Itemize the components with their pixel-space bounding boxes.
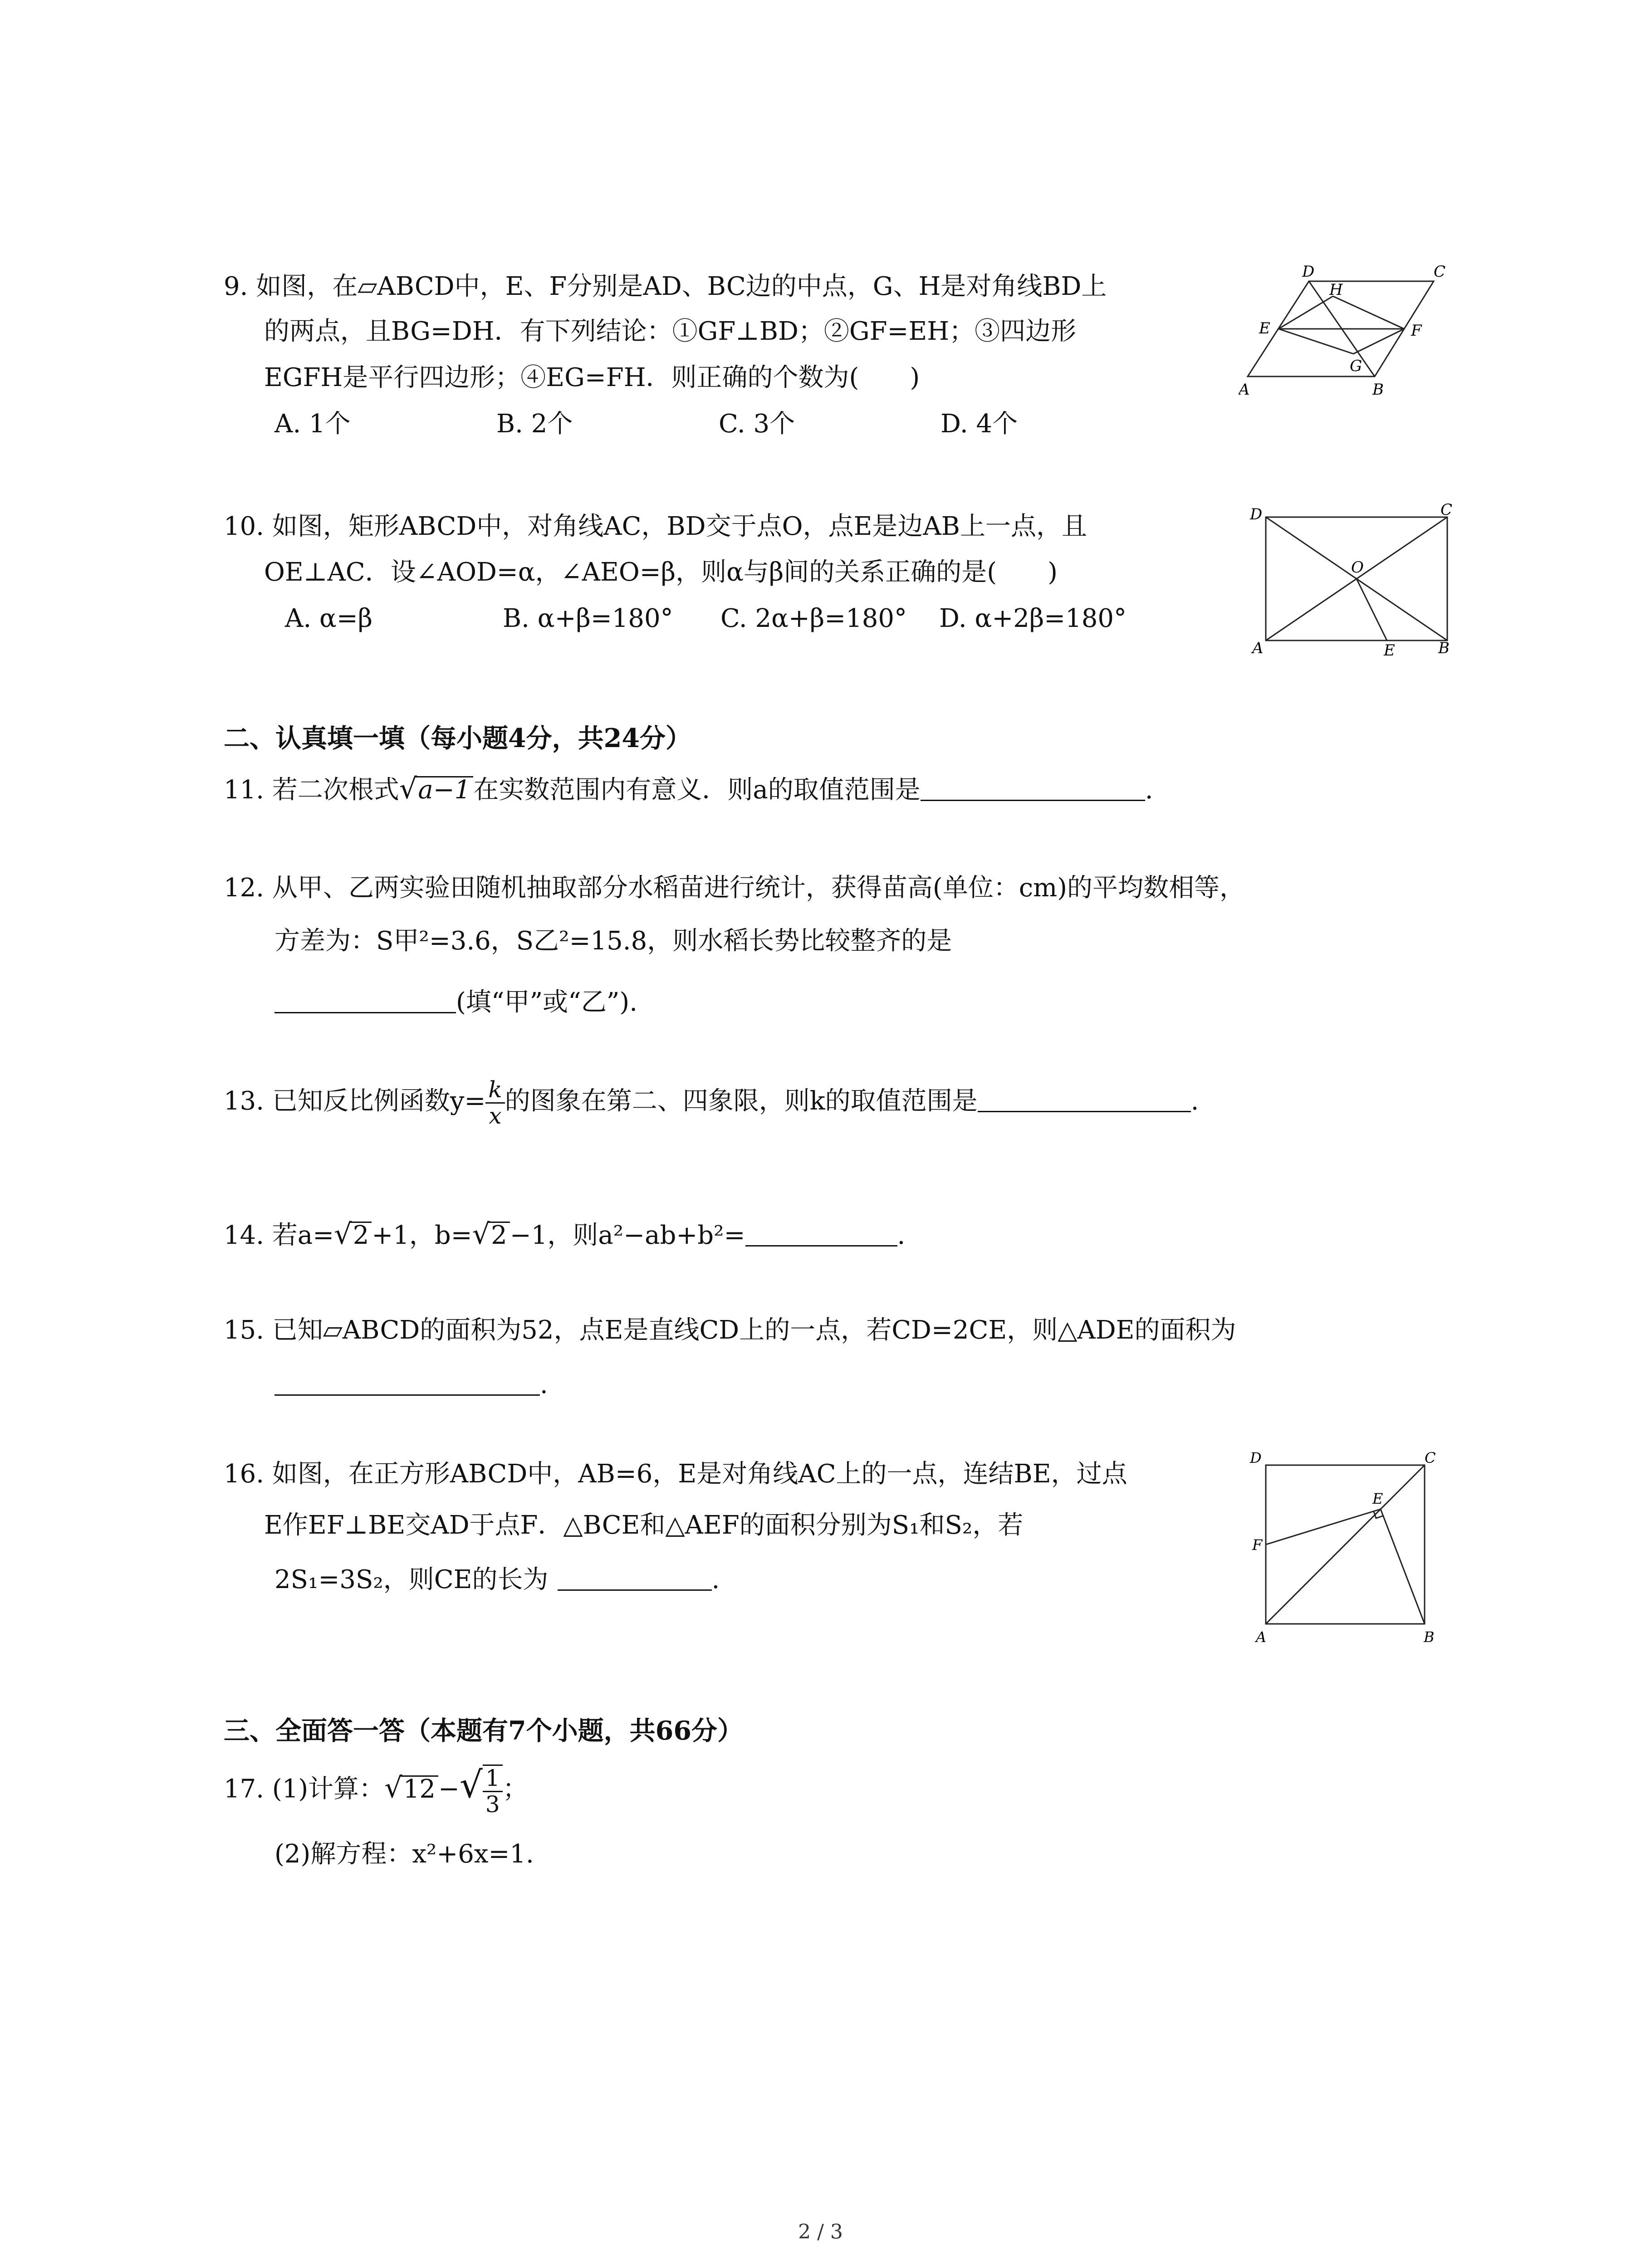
page-number: 2 / 3 xyxy=(798,2220,843,2244)
q13-denominator: x xyxy=(489,1103,502,1129)
q14: 14. 若a=√2 +1，b=√2 −1，则a²−ab+b²= . xyxy=(224,1217,906,1251)
q11-end: . xyxy=(1145,775,1153,805)
section-3-heading: 三、全面答一答（本题有7个小题，共66分） xyxy=(224,1716,743,1746)
q9-option-c: C. 3个 xyxy=(719,409,795,439)
q11-radicand: a−1 xyxy=(415,776,473,803)
q16-square-figure xyxy=(1243,1449,1443,1649)
q9-label-a: A xyxy=(1239,381,1250,399)
q17-minus: − xyxy=(438,1774,460,1804)
q16-label-e: E xyxy=(1372,1490,1383,1507)
q9-line1: 9. 如图，在▱ABCD中，E、F分别是AD、BC边的中点，G、H是对角线BD上 xyxy=(224,272,1107,301)
q14-end: . xyxy=(897,1221,906,1250)
q13-numerator: k xyxy=(485,1077,505,1104)
q14-mid-1: +1，b= xyxy=(372,1221,472,1250)
q13-fraction xyxy=(485,1077,505,1129)
q17-prefix: 17. (1)计算： xyxy=(224,1774,385,1804)
q12-suffix: (填“甲”或“乙”). xyxy=(456,987,638,1017)
q10-option-c: C. 2α+β=180° xyxy=(720,604,907,633)
section-2-heading: 二、认真填一填（每小题4分，共24分） xyxy=(224,723,691,753)
q12-line1: 12. 从甲、乙两实验田随机抽取部分水稻苗进行统计，获得苗高(单位：cm)的平均数相等， xyxy=(224,873,1245,903)
q10-line2: OE⊥AC．设∠AOD=α，∠AEO=β，则α与β间的关系正确的是( ) xyxy=(264,557,1058,587)
q9-label-f: F xyxy=(1411,322,1422,340)
q13-end: . xyxy=(1190,1086,1199,1116)
q10-label-b: B xyxy=(1438,639,1450,657)
q12-line2: 方差为：S甲²=3.6，S乙²=15.8，则水稻长势比较整齐的是 xyxy=(274,926,952,956)
q14-answer-blank[interactable] xyxy=(745,1245,897,1246)
q14-prefix: 14. 若a= xyxy=(224,1221,334,1250)
q16-answer-blank[interactable] xyxy=(558,1589,712,1591)
q17-fraction xyxy=(483,1765,503,1817)
q14-radicand-2: 2 xyxy=(488,1222,510,1248)
q10-label-e: E xyxy=(1384,641,1395,658)
q15-line2 xyxy=(274,1372,548,1398)
q16-line3 xyxy=(274,1567,720,1593)
q13-suffix: 的图象在第二、四象限，则k的取值范围是 xyxy=(505,1086,978,1116)
q10-label-c: C xyxy=(1440,503,1452,519)
q11-suffix: 在实数范围内有意义．则a的取值范围是 xyxy=(473,775,921,805)
q17-radicand-1: 12 xyxy=(401,1775,438,1802)
q10-rectangle-figure xyxy=(1239,503,1452,658)
q16-prefix: 2S₁=3S₂，则CE的长为 xyxy=(274,1565,549,1594)
q10-option-b: B. α+β=180° xyxy=(503,604,673,633)
q9-option-b: B. 2个 xyxy=(496,409,573,439)
q16-label-a: A xyxy=(1256,1628,1267,1646)
q9-label-d: D xyxy=(1302,263,1315,281)
q10-label-d: D xyxy=(1250,505,1263,523)
q9-label-b: B xyxy=(1372,381,1384,399)
q15-end: . xyxy=(540,1370,548,1399)
q9-line3: EGFH是平行四边形；④EG=FH．则正确的个数为( ) xyxy=(264,363,920,392)
q10-option-a: A. α=β xyxy=(285,604,373,633)
q14-mid-2: −1，则a²−ab+b²= xyxy=(509,1221,745,1250)
q12-line3 xyxy=(274,987,638,1017)
q16-label-f: F xyxy=(1252,1536,1263,1554)
q17-line1: 17. (1)计算：√12 −√ $\frac{1}{3}$ ； xyxy=(224,1764,528,1818)
q10-option-d: D. α+2β=180° xyxy=(939,604,1127,633)
q9-line2: 的两点，且BG=DH．有下列结论：①GF⊥BD；②GF=EH；③四边形 xyxy=(264,317,1077,346)
q16-line1: 16. 如图，在正方形ABCD中，AB=6，E是对角线AC上的一点，连结BE，过点 xyxy=(224,1459,1127,1489)
q9-option-d: D. 4个 xyxy=(941,409,1018,439)
q10-line1: 10. 如图，矩形ABCD中，对角线AC，BD交于点O，点E是边AB上一点，且 xyxy=(224,512,1087,541)
q14-radicand-1: 2 xyxy=(350,1222,372,1248)
q9-label-g: G xyxy=(1350,357,1362,375)
q11-answer-blank[interactable] xyxy=(921,800,1145,801)
q9-option-a: A. 1个 xyxy=(274,409,351,439)
q13 xyxy=(224,1077,1199,1129)
q17-numerator: 1 xyxy=(483,1766,503,1792)
q10-label-o: O xyxy=(1351,558,1364,577)
q15-answer-blank[interactable] xyxy=(274,1394,540,1396)
q13-prefix: 13. 已知反比例函数y= xyxy=(224,1086,486,1116)
q16-label-c: C xyxy=(1425,1449,1436,1466)
q11: 11. 若二次根式√a−1 在实数范围内有意义．则a的取值范围是 . xyxy=(224,772,1153,805)
q17-line2: (2)解方程：x²+6x=1. xyxy=(274,1839,534,1869)
q16-label-d: D xyxy=(1250,1449,1262,1466)
q17-denominator: 3 xyxy=(485,1791,500,1818)
q16-label-b: B xyxy=(1424,1628,1435,1646)
q9-parallelogram-figure xyxy=(1239,263,1452,399)
q12-answer-blank[interactable] xyxy=(274,1012,456,1013)
q15-line1: 15. 已知▱ABCD的面积为52，点E是直线CD上的一点，若CD=2CE，则△ADE的面积为 xyxy=(224,1315,1236,1345)
q9-label-c: C xyxy=(1434,263,1446,281)
q11-prefix: 11. 若二次根式 xyxy=(224,775,399,805)
q13-answer-blank[interactable] xyxy=(978,1111,1191,1112)
q10-label-a: A xyxy=(1252,639,1264,657)
q9-label-e: E xyxy=(1259,319,1270,337)
q17-end: ； xyxy=(502,1774,528,1804)
q16-line2: E作EF⊥BE交AD于点F．△BCE和△AEF的面积分别为S₁和S₂，若 xyxy=(264,1510,1024,1540)
q16-end: . xyxy=(711,1565,720,1594)
q9-label-h: H xyxy=(1329,281,1343,299)
